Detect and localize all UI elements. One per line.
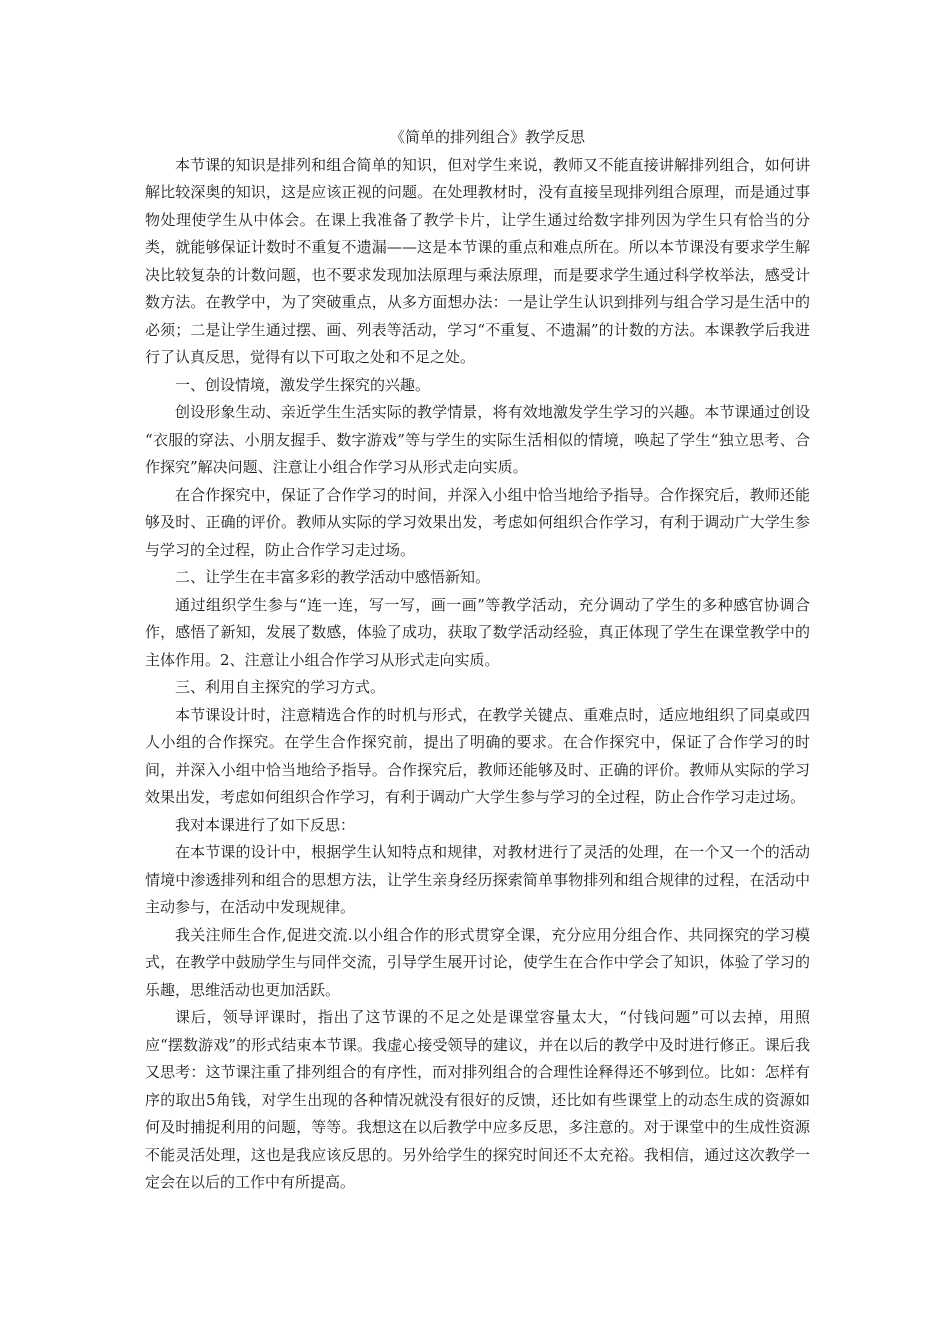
paragraph: 在合作探究中，保证了合作学习的时间，并深入小组中恰当地给予指导。合作探究后，教师还能够及时、正确的评价。教师从实际的学习效果出发，考虑如何组织合作学习，有利于调动广大学生参与学习的全过程，防止合作学习走过场。 xyxy=(145,485,810,559)
section-heading-2: 二、让学生在丰富多彩的教学活动中感悟新知。 xyxy=(175,568,491,586)
paragraph: 本节课设计时，注意精选合作的时机与形式，在教学关键点、重难点时，适应地组织了同桌或四人小组的合作探究。在学生合作探究前，提出了明确的要求。在合作探究中，保证了合作学习的时间，并深入小组中恰当地给予指导。合作探究后，教师还能够及时、正确的评价。教师从实际的学习效果出发，考虑如何组织合作学习，有利于调动广大学生参与学习的全过程，防止合作学习走过场。 xyxy=(145,705,810,806)
document-title: 《简单的排列组合》教学反思 xyxy=(389,128,585,146)
paragraph: 创设形象生动、亲近学生生活实际的教学情景，将有效地激发学生学习的兴趣。本节课通过创设 “衣服的穿法、小朋友握手、数字游戏”等与学生的实际生活相似的情境，唤起了学生“独立思考、合作探究”解决问题、注意让小组合作学习从形式走向实质。 xyxy=(145,403,810,476)
document-body xyxy=(145,124,810,1197)
paragraph: 我关注师生合作,促进交流.以小组合作的形式贯穿全课，充分应用分组合作、共同探究的学习模式，在教学中鼓励学生与同伴交流，引导学生展开讨论，使学生在合作中学会了知识，体验了学习的乐趣，思维活动也更加活跃。 xyxy=(145,925,810,999)
paragraph-intro: 本节课的知识是排列和组合简单的知识，但对学生来说，教师又不能直接讲解排列组合，如何讲解比较深奥的知识，这是应该正视的问题。在处理教材时，没有直接呈现排列组合原理，而是通过事物处理使学生从中体会。在课上我准备了教学卡片，让学生通过给数字排列因为学生只有恰当的分类，就能够保证计数时不重复不遗漏——这是本节课的重点和难点所在。所以本节课没有要求学生解决比较复杂的计数问题，也不要求发现加法原理与乘法原理，而是要求学生通过科学枚举法，感受计数方法。在教学中，为了突破重点，从多方面想办法：一是让学生认识到排列与组合学习是生活中的必须；二是让学生通过摆、画、列表等活动，学习“不重复、不遗漏”的计数的方法。本课教学后我进行了认真反思，觉得有以下可取之处和不足之处。 xyxy=(145,155,810,366)
paragraph: 通过组织学生参与“连一连，写一写，画一画”等教学活动，充分调动了学生的多种感官协调合作，感悟了新知，发展了数感，体验了成功，获取了数学活动经验，真正体现了学生在课堂教学中的主体作用。2、注意让小组合作学习从形式走向实质。 xyxy=(145,595,810,669)
section-heading-1: 一、创设情境，激发学生探究的兴趣。 xyxy=(175,375,431,394)
section-heading-3: 三、利用自主探究的学习方式。 xyxy=(175,678,386,696)
paragraph-conclusion: 课后，领导评课时，指出了这节课的不足之处是课堂容量太大，“付钱问题”可以去掉，用照应“摆数游戏”的形式结束本节课。我虚心接受领导的建议，并在以后的教学中及时进行修正。课后我又思考：这节课注重了排列组合的有序性，而对排列组合的合理性诠释得还不够到位。比如：怎样有序的取出5角钱，对学生出现的各种情况就没有很好的反馈，还比如有些课堂上的动态生成的资源如何及时捕捉利用的问题，等等。我想这在以后教学中应多反思，多注意的。对于课堂中的生成性资源不能灵活处理，这也是我应该反思的。另外给学生的探究时间还不太充裕。我相信，通过这次教学一定会在以后的工作中有所提高。 xyxy=(145,1008,810,1191)
paragraph-reflection-intro: 我对本课进行了如下反思： xyxy=(175,815,356,834)
paragraph: 在本节课的设计中，根据学生认知特点和规律，对教材进行了灵活的处理，在一个又一个的活动情境中渗透排列和组合的思想方法，让学生亲身经历探索简单事物排列和组合规律的过程，在活动中主动参与，在活动中发现规律。 xyxy=(145,843,810,916)
